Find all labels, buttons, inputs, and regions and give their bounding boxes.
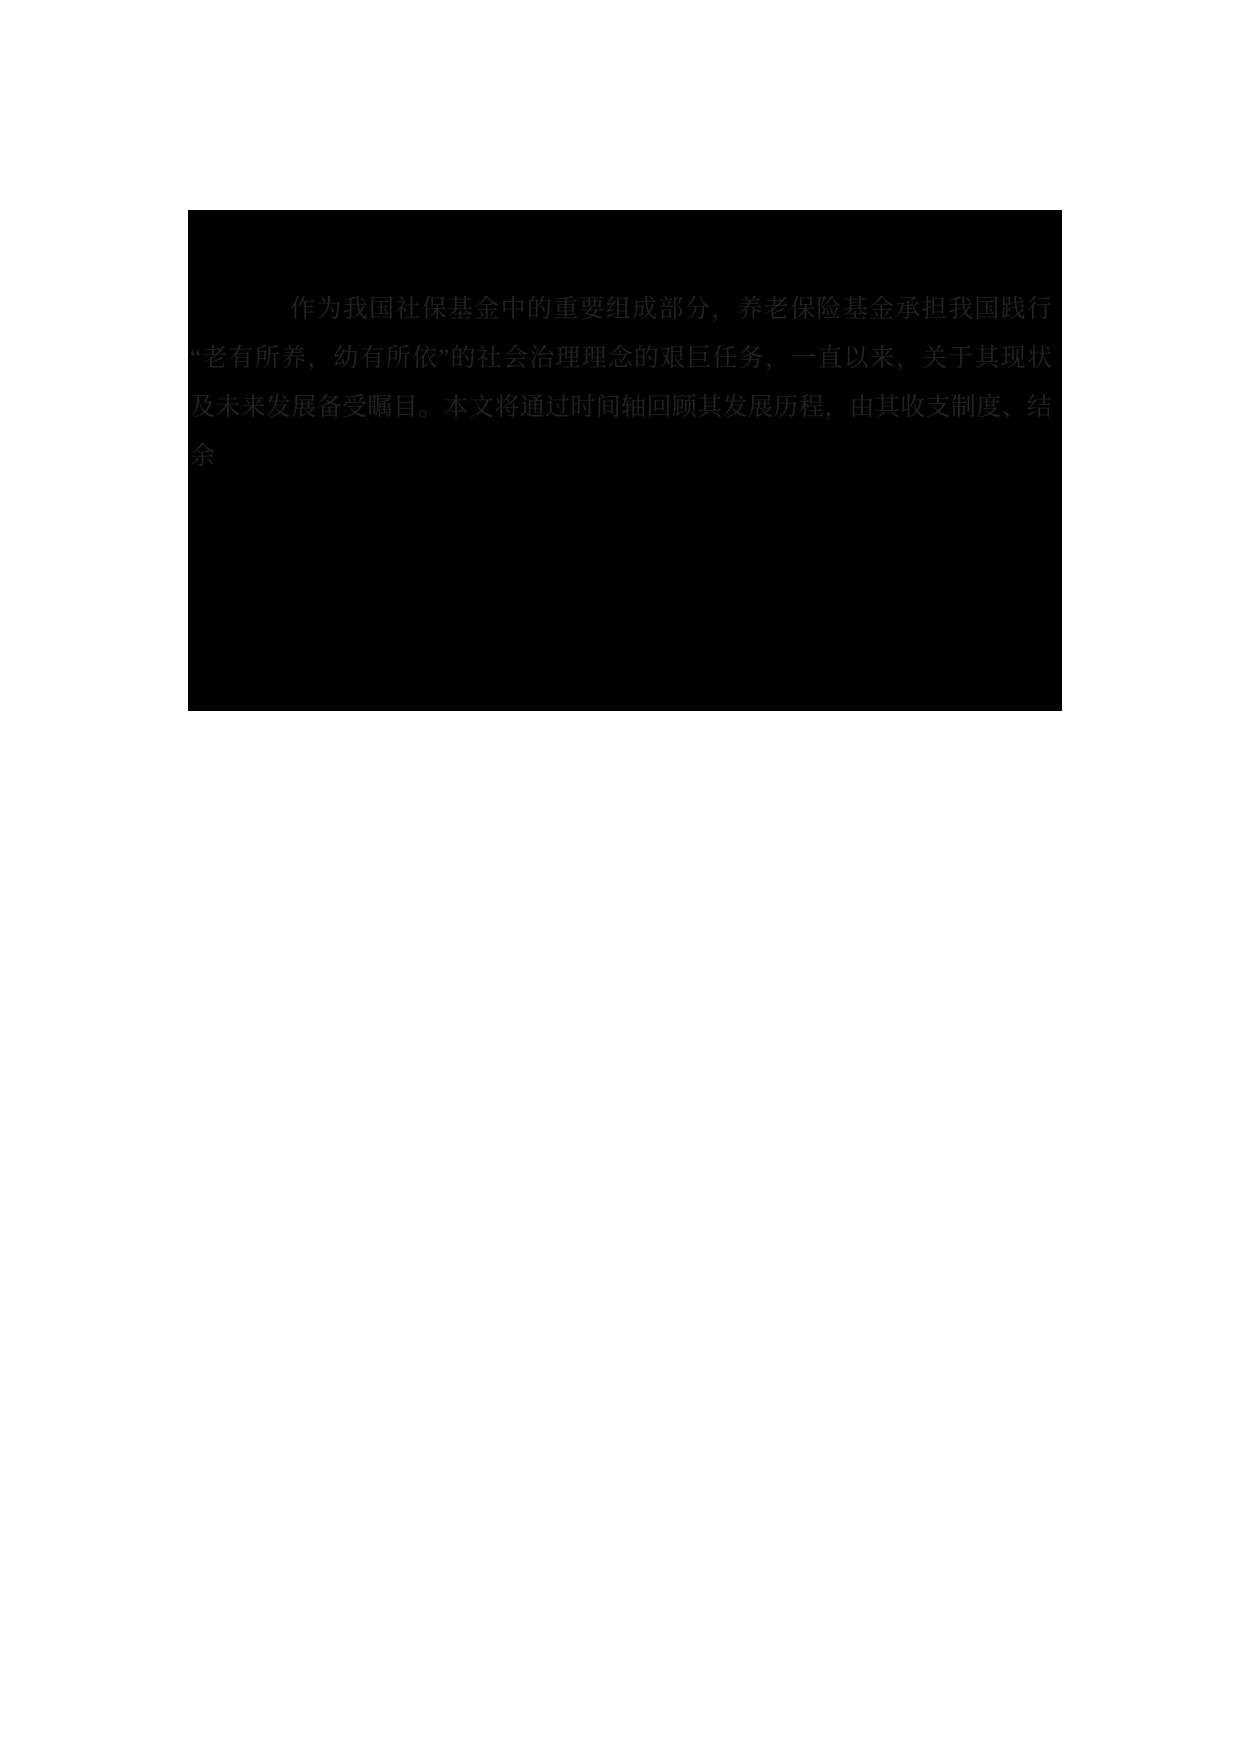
paragraph: [190, 285, 1052, 481]
paragraph-line: 及未来发展备受瞩目。本文将通过时间轴回顾其发展历程，由其收支制度、结: [190, 394, 1052, 421]
paragraph-line: 余: [190, 443, 216, 470]
paragraph-line: “老有所养，幼有所依”的社会治理理念的艰巨任务，一直以来，关于其现状: [190, 345, 1052, 372]
embedded-black-image-block: [188, 210, 1062, 711]
paragraph-line: 作为我国社保基金中的重要组成部分，养老保险基金承担我国践行: [290, 296, 1052, 323]
